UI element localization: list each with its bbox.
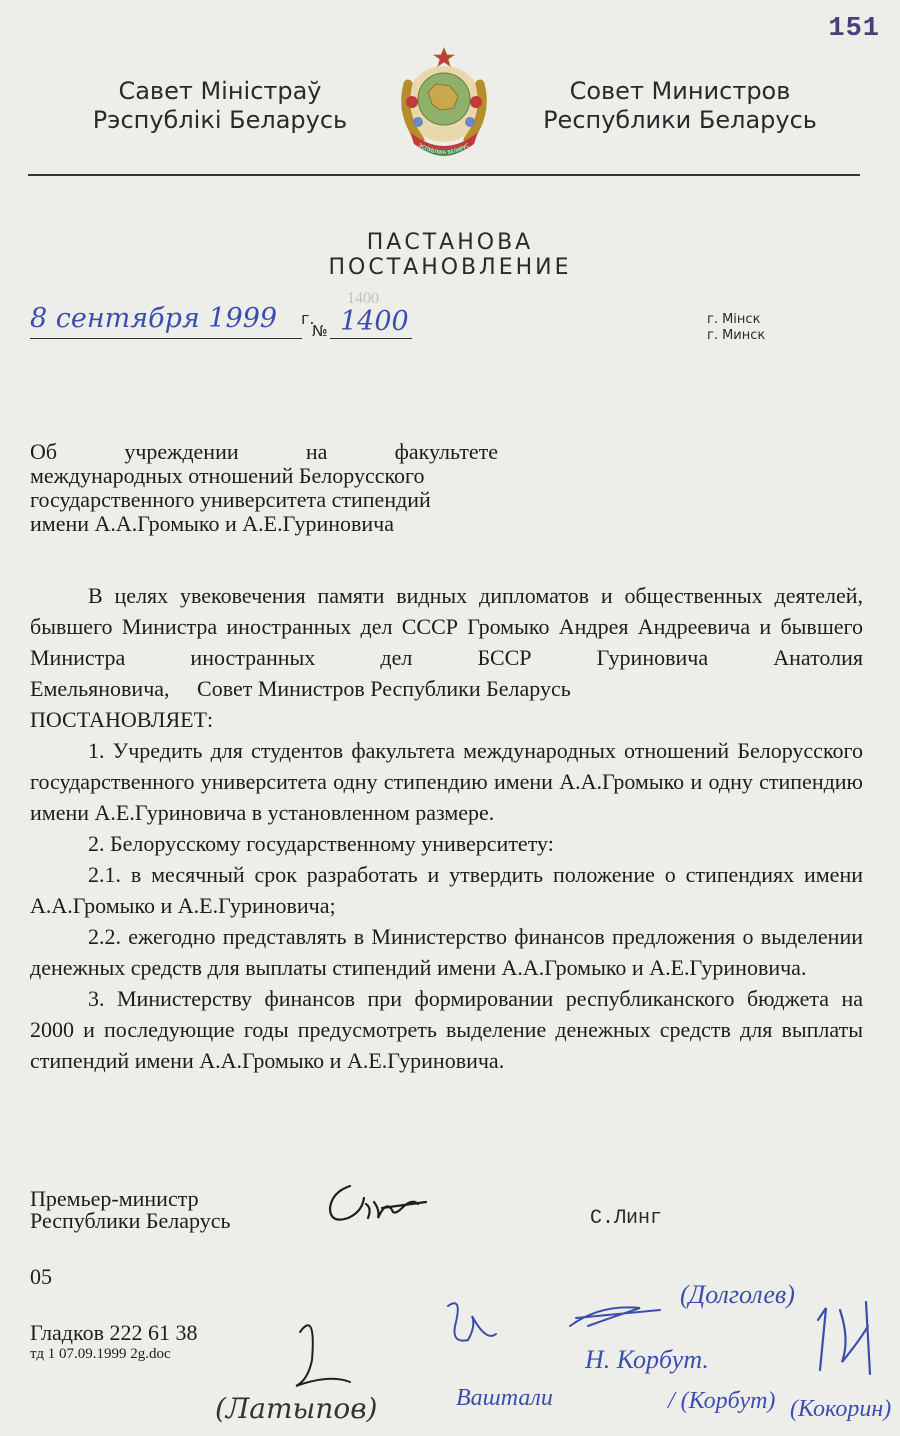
header-right-russian xyxy=(530,77,830,135)
number-underline xyxy=(330,338,412,339)
city-russian: г. Минск xyxy=(707,328,766,343)
clause-2: 2. Белорусскому государственному университету: xyxy=(88,831,554,856)
number-label: № xyxy=(312,322,328,340)
city-belarusian: г. Мінск xyxy=(707,312,761,327)
archive-page-number: 151 xyxy=(828,14,880,44)
document-body xyxy=(30,580,863,1076)
signatory-title-line1: Премьер-министр xyxy=(30,1186,199,1211)
preamble-text: В целях увековечения памяти видных дипломатов и общественных деятелей, бывшего Министра иностранных дел СССР Громыко Андрея Андреевича и бывшего Министра иностранных дел БССР Гуриновича Анатолия Емельяновича, xyxy=(30,583,863,701)
handwritten-korbut: / (Корбут) xyxy=(668,1388,776,1414)
header-left-belarusian xyxy=(70,77,370,135)
document-subject xyxy=(30,440,498,536)
emblem-text: ЭСПУБЛІКА БЕЛАРУС xyxy=(417,142,471,157)
doc-type-belarusian: ПАСТАНОВА xyxy=(366,230,534,255)
preamble-tail: Совет Министров Республики Беларусь xyxy=(197,676,571,701)
header-left-line2: Рэспублікі Беларусь xyxy=(92,106,348,134)
document-code: 05 xyxy=(30,1264,52,1289)
pm-signature xyxy=(322,1178,432,1236)
faint-number-stamp: 1400 xyxy=(347,290,379,307)
belarus-coat-of-arms-icon xyxy=(388,44,500,162)
subject-line: имени А.А.Громыко и А.Е.Гуриновича xyxy=(30,511,394,536)
header-right-line1: Совет Министров xyxy=(569,77,791,105)
handwritten-dolgolev: (Долголев) xyxy=(680,1280,795,1309)
year-suffix: г. xyxy=(301,309,315,328)
signatory-name: С.Линг xyxy=(590,1207,663,1230)
signatory-title-line2: Республики Беларусь xyxy=(30,1208,231,1233)
subject-line: Об учреждении на факультете xyxy=(30,439,498,464)
handwritten-latypov: (Латыпов) xyxy=(215,1392,378,1425)
clause-3: 3. Министерству финансов при формировании республиканского бюджета на 2000 и последующие годы предусмотреть выделение денежных средств для выплаты стипендий имени А.А.Громыко и А.Е.Гуриновича. xyxy=(30,986,863,1073)
subject-line: государственного университета стипендий xyxy=(30,487,431,512)
handwritten-korbut-signature: Н. Корбут. xyxy=(585,1345,709,1374)
subject-line: международных отношений Белорусского xyxy=(30,463,425,488)
handwritten-vashetalin: Ваштали xyxy=(456,1385,553,1411)
handwritten-date: 8 сентября 1999 xyxy=(30,303,278,334)
signatory-title xyxy=(30,1188,231,1232)
handwritten-number: 1400 xyxy=(340,306,409,337)
handwritten-kokorin: (Кокорин) xyxy=(790,1396,892,1422)
executor-contact: Гладков 222 61 38 xyxy=(30,1320,198,1345)
file-reference: тд 1 07.09.1999 2g.doc xyxy=(30,1346,171,1362)
header-divider xyxy=(28,174,860,176)
preamble-paragraph xyxy=(30,580,863,704)
doc-type-russian: ПОСТАНОВЛЕНИЕ xyxy=(328,255,572,280)
date-underline xyxy=(30,338,302,339)
header-left-line1: Савет Міністраў xyxy=(118,77,322,105)
clause-2-2: 2.2. ежегодно представлять в Министерство финансов предложения о выделении денежных средств для выплаты стипендий имени А.А.Громыко и А.Е.Гуриновича. xyxy=(30,924,863,980)
decree-word: ПОСТАНОВЛЯЕТ: xyxy=(30,707,214,732)
header-right-line2: Республики Беларусь xyxy=(543,106,817,134)
clause-1: 1. Учредить для студентов факультета международных отношений Белорусского государственного университета одну стипендию имени А.А.Громыко и одну стипендию имени А.Е.Гуриновича в установленном размере. xyxy=(30,738,863,825)
clause-2-1: 2.1. в месячный срок разработать и утвердить положение о стипендиях имени А.А.Громыко и А.Е.Гуриновича; xyxy=(30,862,863,918)
